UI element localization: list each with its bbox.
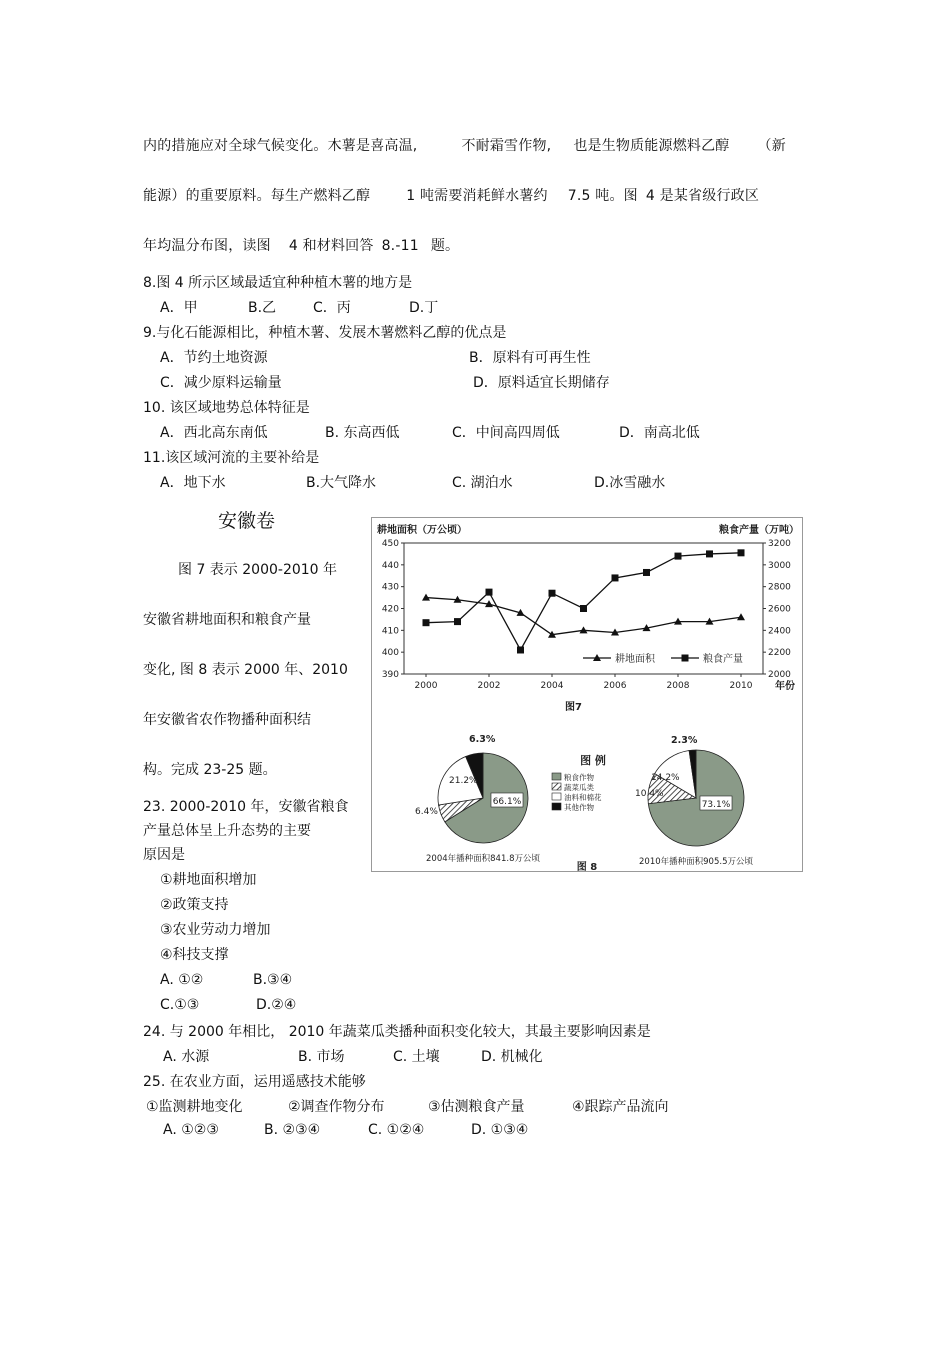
pie-legend-swatch [552,773,561,780]
anhui-line-4: 年安徽省农作物播种面积结 [143,712,311,728]
q9-stem: 9.与化石能源相比，种植木薯、发展木薯燃料乙醇的优点是 [143,325,507,341]
q25-stem: 25. 在农业方面，运用遥感技术能够 [143,1074,366,1090]
right-tick-label: 2600 [768,604,791,615]
anhui-line-1: 图 7 表示 2000-2010 年 [178,562,338,578]
q23-item-3: ③农业劳动力增加 [160,922,271,938]
legend-marker-grain-output [682,655,689,662]
q24-option-c: C. 土壤 [393,1049,440,1065]
left-tick-label: 450 [381,539,399,549]
point-grain-output [738,549,745,556]
q11-option-c: C. 湖泊水 [452,475,513,491]
intro-line-1-part-2: 不耐霜雪作物, [461,138,552,154]
x-tick-label: 2008 [666,681,690,691]
anhui-line-5: 构。完成 23-25 题。 [143,762,277,778]
pie-legend-title: 图 例 [580,754,606,767]
q23-stem-line-2: 产量总体呈上升态势的主要 [143,823,311,839]
left-tick-label: 440 [381,560,399,571]
q10-option-a: A．西北高东南低 [160,425,268,441]
point-grain-output [580,605,587,612]
q11-option-b: B.大气降水 [306,475,377,491]
q23-stem-line-1: 23. 2000-2010 年，安徽省粮食 [143,799,349,815]
pie-legend-label: 粮食作物 [564,773,594,782]
point-grain-output [549,590,556,597]
left-tick-label: 410 [381,626,399,637]
point-grain-output [706,550,713,557]
intro-line-2-part-3: 7.5 吨。图 [567,188,638,204]
x-tick-label: 2004 [540,681,564,691]
intro-line-1-part-1: 内的措施应对全球气候变化。木薯是喜高温, [143,138,418,154]
x-tick-label: 2000 [414,681,438,691]
left-tick-label: 420 [381,604,399,615]
q10-option-c: C．中间高四周低 [452,425,560,441]
intro-line-1-part-3: 也是生物质能源燃料乙醇 [573,138,730,154]
x-tick-label: 2010 [729,681,753,691]
anhui-line-2: 安徽省耕地面积和粮食产量 [143,612,311,628]
point-cultivated-area [580,626,588,633]
left-tick-label: 430 [381,582,399,593]
q23-item-1: ①耕地面积增加 [160,872,257,888]
intro-line-3 [143,235,459,255]
right-tick-label: 3200 [768,539,791,549]
label-2004-vegetables: 6.4% [415,807,438,817]
point-grain-output [517,646,524,653]
x-tick-label: 2002 [477,681,501,691]
right-tick-label: 3000 [768,560,791,571]
pie-legend-swatch [552,783,561,790]
intro-line-3-part-4: 题。 [430,238,460,254]
q24-option-b: B. 市场 [298,1049,345,1065]
q24-stem: 24. 与 2000 年相比， 2010 年蔬菜瓜类播种面积变化较大，其最主要影响因素是 [143,1024,651,1040]
q9-option-b: B．原料有可再生性 [469,350,591,366]
q24-option-d: D. 机械化 [481,1049,543,1065]
q25-item-4: ④跟踪产品流向 [572,1099,669,1115]
pie-legend-label: 油料和棉花 [564,793,602,802]
pie-legend-label: 其他作物 [564,803,594,812]
right-tick-label: 2200 [768,648,791,659]
q10-stem: 10. 该区域地势总体特征是 [143,400,310,416]
label-2010-grain: 73.1% [701,800,731,810]
q23-option-b: B.③④ [253,972,293,988]
left-tick-label: 400 [381,648,399,659]
point-cultivated-area [737,613,745,620]
label-2004-oil-cotton: 21.2% [449,776,478,786]
q25-option-b: B. ②③④ [264,1122,321,1138]
right-axis-title: 粮食产量（万吨） [719,525,799,536]
q11-stem: 11.该区域河流的主要补给是 [143,450,320,466]
q23-option-a: A. ①② [160,972,204,988]
q8-stem: 8.图 4 所示区域最适宜种种植木薯的地方是 [143,275,413,291]
q9-option-a: A．节约土地资源 [160,350,268,366]
pie-2004-caption: 2004年播种面积841.8万公顷 [426,854,540,864]
x-unit-label: 年份 [775,681,795,692]
figures-panel [371,517,803,872]
label-2004-other: 6.3% [469,734,496,745]
q25-item-1: ①监测耕地变化 [146,1099,243,1115]
q8-option-b: B.乙 [248,300,277,316]
left-axis-title: 耕地面积（万公顷） [377,525,467,536]
label-2010-vegetables: 10.4% [635,789,664,799]
label-2010-oil-cotton: 14.2% [651,773,680,783]
x-tick-label: 2006 [603,681,627,691]
right-tick-label: 2000 [768,670,791,680]
intro-line-1 [143,135,786,155]
label-2004-grain: 66.1% [492,797,522,807]
pie-legend-swatch [552,793,561,800]
q8-option-a: A．甲 [160,300,198,316]
q23-stem-line-3: 原因是 [143,847,185,863]
intro-line-3-part-2: 4 和材料回答 [288,238,374,254]
intro-line-2-part-2: 1 吨需要消耗鲜水薯约 [406,188,548,204]
q11-option-d: D.冰雪融水 [594,475,666,491]
q10-option-d: D．南高北低 [619,425,700,441]
figure-8-pie-charts [415,734,753,872]
q25-option-c: C. ①②④ [368,1122,425,1138]
q9-option-d: D．原料适宜长期储存 [473,375,610,391]
q25-option-a: A. ①②③ [163,1122,219,1138]
q25-option-d: D. ①③④ [471,1122,529,1138]
point-cultivated-area [422,594,430,601]
q25-item-3: ③估测粮食产量 [428,1099,525,1115]
intro-line-3-part-1: 年均温分布图，读图 [143,238,271,254]
q8-option-d: D.丁 [409,300,439,316]
label-2010-other: 2.3% [671,735,698,746]
figure-7-line-chart [377,523,799,713]
point-grain-output [486,589,493,596]
point-grain-output [675,553,682,560]
legend-label-grain-output: 粮食产量 [703,654,743,665]
point-grain-output [643,569,650,576]
q9-option-c: C．减少原料运输量 [160,375,282,391]
intro-line-2-part-4: 4 是某省级行政区 [645,188,760,204]
intro-line-3-part-3: 8.-11 [381,238,419,254]
point-grain-output [423,619,430,626]
intro-line-2-part-1: 能源）的重要原料。每生产燃料乙醇 [143,188,371,204]
left-tick-label: 390 [381,670,399,680]
q24-option-a: A. 水源 [163,1049,210,1065]
right-tick-label: 2400 [768,626,791,637]
q25-item-2: ②调查作物分布 [288,1099,385,1115]
point-grain-output [612,574,619,581]
q8-option-c: C．丙 [313,300,351,316]
figure-7-caption: 图7 [565,702,582,713]
q11-option-a: A．地下水 [160,475,226,491]
pie-legend-swatch [552,803,561,810]
q10-option-b: B. 东高西低 [325,425,400,441]
q23-option-c: C.①③ [160,997,200,1013]
point-grain-output [454,618,461,625]
figure-8-caption: 图 8 [576,862,598,872]
legend-label-cultivated-area: 耕地面积 [615,654,655,665]
section-title: 安徽卷 [218,510,276,532]
q23-item-4: ④科技支撑 [160,947,229,963]
pie-2010-caption: 2010年播种面积905.5万公顷 [639,857,753,867]
anhui-line-3: 变化, 图 8 表示 2000 年、2010 [143,662,348,678]
q23-option-d: D.②④ [256,997,297,1013]
right-tick-label: 2800 [768,582,791,593]
pie-legend-label: 蔬菜瓜类 [564,783,594,792]
intro-line-2 [143,185,759,205]
intro-line-1-part-4: （新 [757,138,786,154]
q23-item-2: ②政策支持 [160,897,229,913]
